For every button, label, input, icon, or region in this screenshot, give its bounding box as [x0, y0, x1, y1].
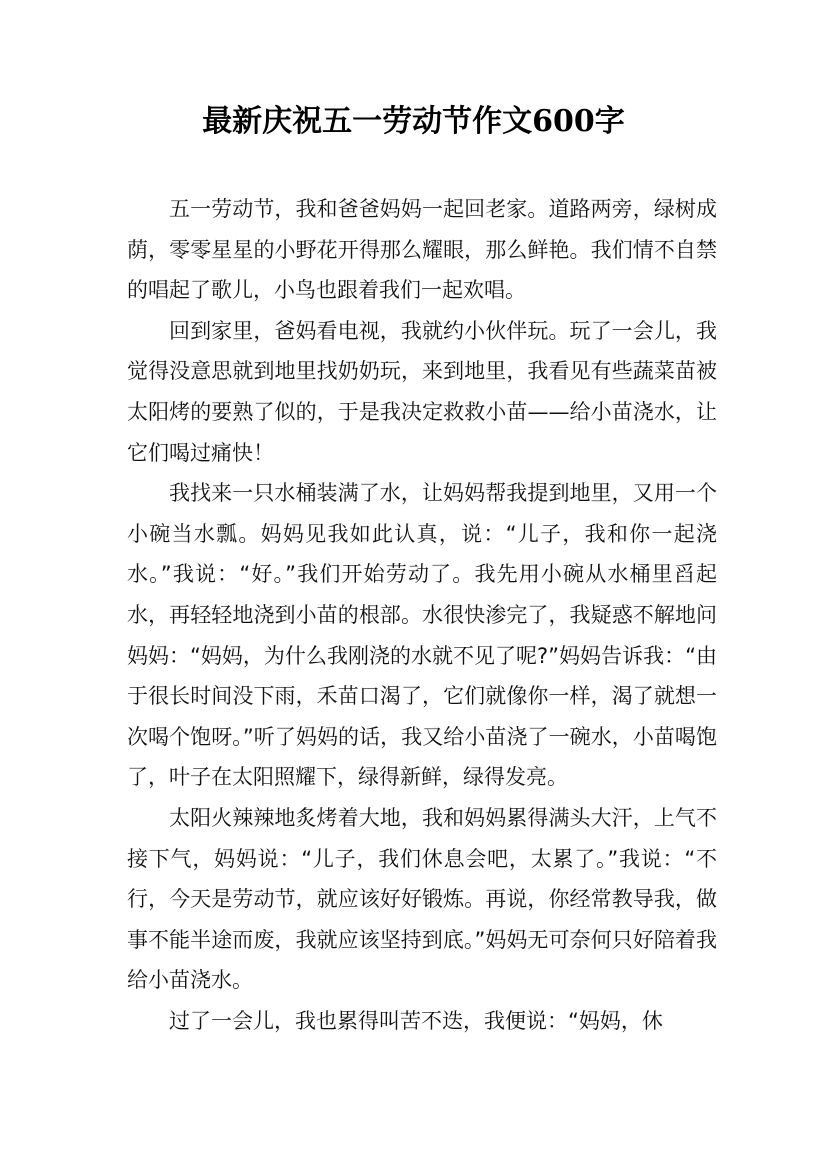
paragraph-5: 过了一会儿，我也累得叫苦不迭，我便说：“妈妈，休 — [169, 1008, 663, 1033]
document-title: 最新庆祝五一劳动节作文600字 — [202, 104, 625, 139]
paragraph-3: 我找来一只水桶装满了水，让妈妈帮我提到地里，又用一个小碗当水瓢。妈妈见我如此认真，说：“儿子，我和你一起浇水。”我说：“好。”我们开始劳动了。我先用小碗从水桶里舀起水，再轻轻地浇到小苗的根部。水很快渗完了，我疑惑不解地问妈妈：“妈妈，为什么我刚浇的水就不见了呢?”妈妈告诉我：“由于很长时间没下雨，禾苗口渴了，它们就像你一样，渴了就想一次喝个饱呀。”听了妈妈的话，我又给小苗浇了一碗水，小苗喝饱了，叶子在太阳照耀下，绿得新鲜，绿得发亮。 — [127, 481, 717, 790]
paragraph-2: 回到家里，爸妈看电视，我就约小伙伴玩。玩了一会儿，我觉得没意思就到地里找奶奶玩，来到地里，我看见有些蔬菜苗被太阳烤的要熟了似的，于是我决定救救小苗——给小苗浇水，让它们喝过痛快！ — [127, 318, 717, 465]
paragraph-1: 五一劳动节，我和爸爸妈妈一起回老家。道路两旁，绿树成荫，零零星星的小野花开得那么耀眼，那么鲜艳。我们情不自禁的唱起了歌儿，小鸟也跟着我们一起欢唱。 — [127, 197, 717, 303]
document-body — [127, 189, 717, 1041]
paragraph-4: 太阳火辣辣地炙烤着大地，我和妈妈累得满头大汗，上气不接下气，妈妈说：“儿子，我们休息会吧，太累了。”我说：“不行，今天是劳动节，就应该好好锻炼。再说，你经常教导我，做事不能半途而废，我就应该坚持到底。”妈妈无可奈何只好陪着我给小苗浇水。 — [127, 805, 717, 993]
